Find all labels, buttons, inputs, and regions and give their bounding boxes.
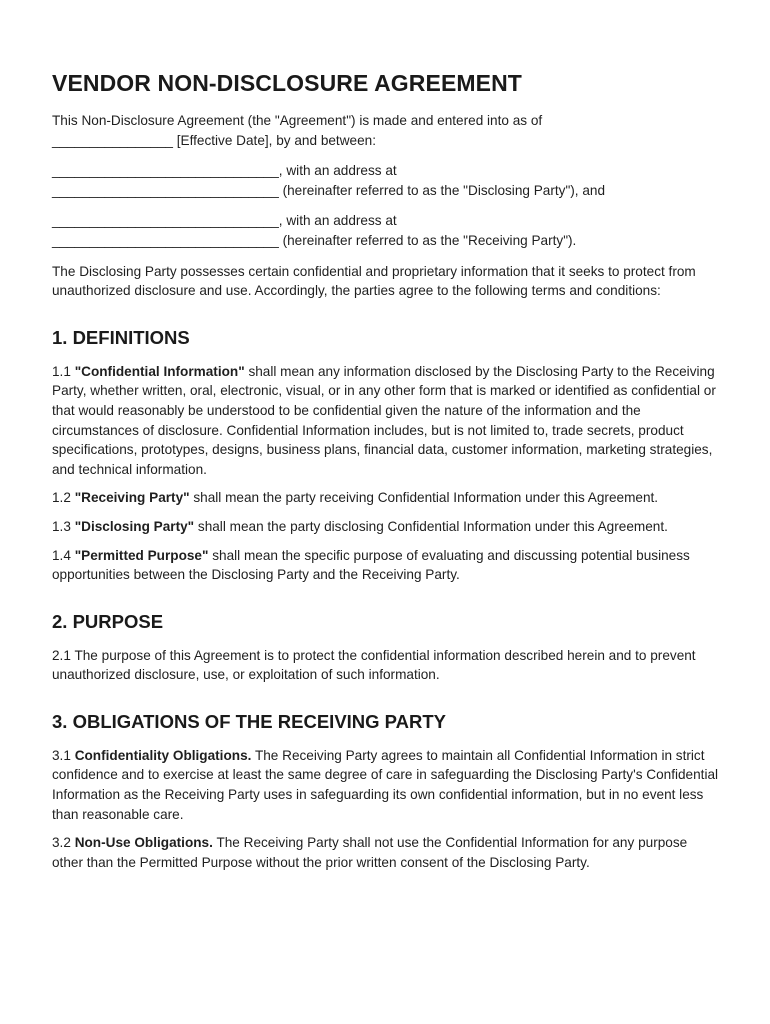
clause-term: Non-Use Obligations. (74, 835, 213, 851)
clause-number: 2.1 (52, 647, 71, 663)
party-line: ______________________________ (hereinafter referred to as the "Receiving Party"). (52, 232, 577, 248)
clause-1-2 (52, 488, 720, 508)
clause-text: shall mean the specific purpose of evaluating and discussing potential business opportunities between the Disclosing Party and the Receiving Party. (52, 547, 690, 583)
clause-text: shall mean any information disclosed by the Disclosing Party to the Receiving Party, whether written, oral, electronic, visual, or in any other form that is marked or identified as confidential or that would reasonably be understood to be confidential given the nature of the information and the circumstances of disclosure. Confidential Information includes, but is not limited to, trade secrets, product specifications, prototypes, designs, business plans, financial data, customer information, marketing strategies, and technical information. (52, 363, 716, 477)
clause-1-1 (52, 362, 720, 480)
clause-3-1 (52, 746, 720, 824)
clause-term: "Disclosing Party" (74, 518, 195, 534)
clause-number: 1.3 (52, 518, 71, 534)
clause-number: 1.4 (52, 547, 71, 563)
party-line: ______________________________, with an address at (52, 163, 397, 179)
preamble-paragraph: The Disclosing Party possesses certain confidential and proprietary information that it seeks to protect from unauthorized disclosure and use. Accordingly, the parties agree to the following terms and conditions: (52, 263, 696, 299)
clause-text: The Receiving Party agrees to maintain all Confidential Information in strict confidence and to exercise at least the same degree of care in safeguarding the Disclosing Party's Confidential Information as the Receiving Party uses in safeguarding its own confidential information, but in no event less than reasonable care. (52, 747, 719, 822)
clause-number: 1.1 (52, 363, 71, 379)
clause-term: "Confidential Information" (74, 363, 245, 379)
clause-term: "Receiving Party" (74, 490, 190, 506)
party-block-disclosing (52, 161, 720, 200)
clause-number: 1.2 (52, 490, 71, 506)
clause-text: shall mean the party disclosing Confidential Information under this Agreement. (197, 518, 668, 534)
document-title: VENDOR NON-DISCLOSURE AGREEMENT (52, 70, 522, 96)
clause-1-4 (52, 546, 720, 585)
intro-line-1: This Non-Disclosure Agreement (the "Agreement") is made and entered into as of (52, 113, 543, 128)
intro-paragraph (52, 111, 720, 150)
section-heading-obligations: 3. OBLIGATIONS OF THE RECEIVING PARTY (52, 710, 447, 732)
clause-1-3 (52, 517, 720, 537)
clause-term: Confidentiality Obligations. (74, 747, 252, 763)
clause-term: "Permitted Purpose" (74, 547, 209, 563)
clause-number: 3.2 (52, 835, 71, 851)
clause-text: The purpose of this Agreement is to protect the confidential information described herein and to prevent unauthorized disclosure, use, or exploitation of such information. (52, 647, 696, 683)
clause-number: 3.1 (52, 747, 71, 763)
section-heading-purpose: 2. PURPOSE (52, 610, 164, 632)
clause-text: The Receiving Party shall not use the Confidential Information for any purpose other than the Permitted Purpose without the prior written consent of the Disclosing Party. (52, 835, 688, 870)
party-line: ______________________________, with an address at (52, 213, 397, 229)
clause-text: shall mean the party receiving Confidential Information under this Agreement. (193, 490, 659, 506)
party-line: ______________________________ (hereinafter referred to as the "Disclosing Party"), and (52, 182, 606, 198)
clause-3-2 (52, 833, 720, 872)
intro-line-2: ________________ [Effective Date], by and between: (52, 132, 376, 148)
section-heading-definitions: 1. DEFINITIONS (52, 326, 190, 348)
clause-2-1 (52, 646, 720, 685)
party-block-receiving (52, 211, 720, 250)
